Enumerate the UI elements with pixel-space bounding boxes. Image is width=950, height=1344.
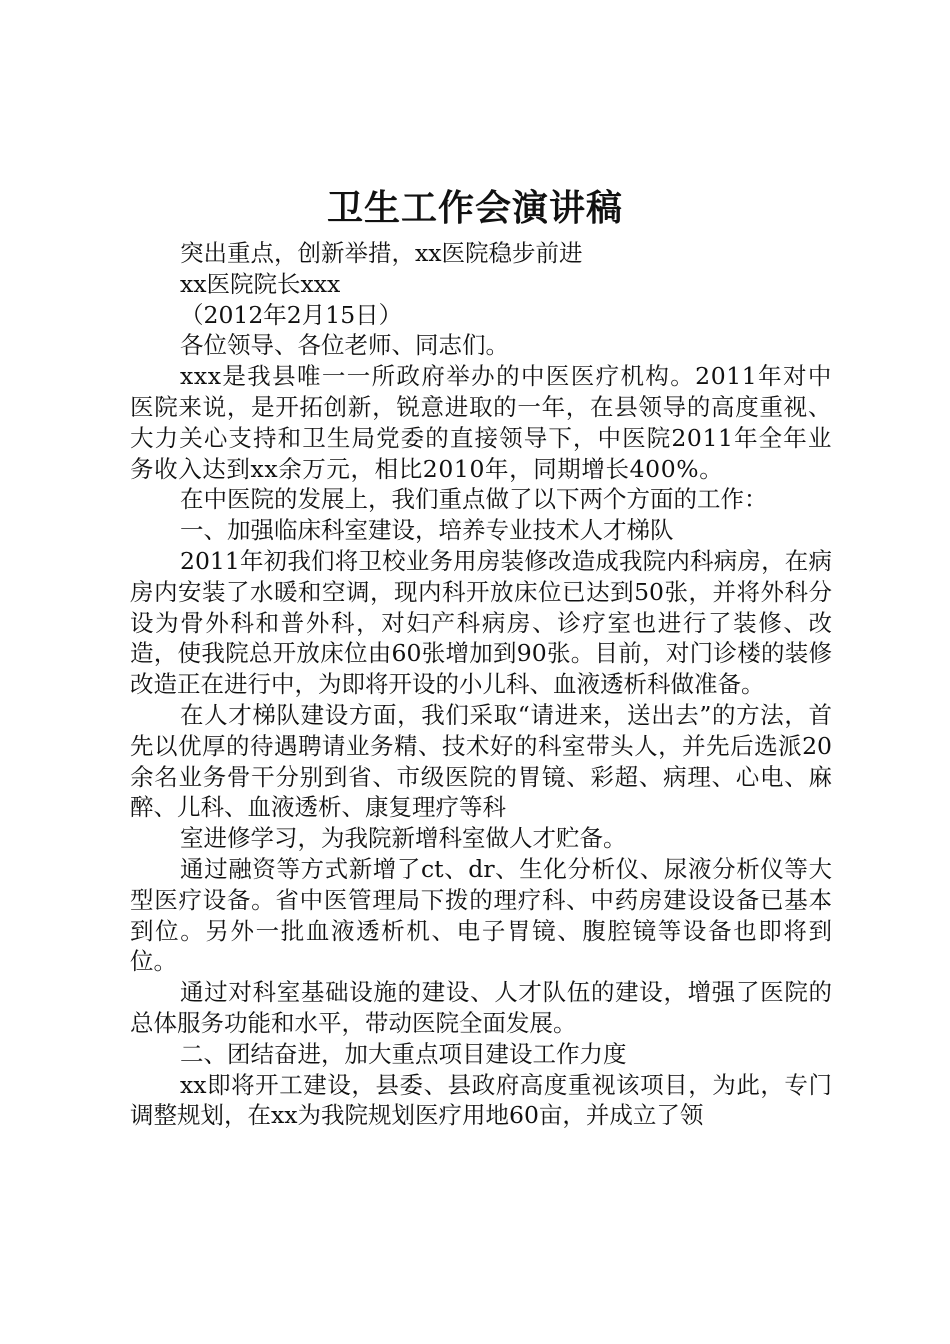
body-paragraph: xx即将开工建设，县委、县政府高度重视该项目，为此，专门调整规划，在xx为我院规划医疗用地60亩，并成立了领: [130, 1070, 832, 1130]
document-title: 卫生工作会演讲稿: [326, 187, 623, 229]
section-heading: 二、团结奋进，加大重点项目建设工作力度: [180, 1039, 627, 1068]
document-body: [130, 238, 832, 1131]
body-paragraph: 2011年初我们将卫校业务用房装修改造成我院内科病房，在病房内安装了水暖和空调，现内科开放床位已达到50张，并将外科分设为骨外科和普外科，对妇产科病房、诊疗室也进行了装修、改造，使我院总开放床位由60张增加到90张。目前，对门诊楼的装修改造正在进行中，为即将开设的小儿科、血液透析科做准备。: [130, 546, 832, 699]
body-paragraph: 通过融资等方式新增了ct、dr、生化分析仪、尿液分析仪等大型医疗设备。省中医管理局下拨的理疗科、中药房建设设备已基本到位。另外一批血液透析机、电子胃镜、腹腔镜等设备也即将到位。: [130, 854, 832, 976]
body-paragraph: 在人才梯队建设方面，我们采取“请进来，送出去”的方法，首先以优厚的待遇聘请业务精、技术好的科室带头人，并先后选派20余名业务骨干分别到省、市级医院的胃镜、彩超、病理、心电、麻醉、儿科、血液透析、康复理疗等科: [130, 700, 832, 822]
section-heading: 一、加强临床科室建设，培养专业技术人才梯队: [180, 516, 674, 545]
salutation: 各位领导、各位老师、同志们。: [180, 331, 509, 360]
body-paragraph: 通过对科室基础设施的建设、人才队伍的建设，增强了医院的总体服务功能和水平，带动医院全面发展。: [130, 978, 832, 1037]
body-paragraph: 在中医院的发展上，我们重点做了以下两个方面的工作：: [180, 485, 768, 514]
body-paragraph: xxx是我县唯一一所政府举办的中医医疗机构。2011年对中医院来说，是开拓创新，锐意进取的一年，在县领导的高度重视、大力关心支持和卫生局党委的直接领导下，中医院2011年全年业务收入达到xx余万元，相比2010年，同期增长400%。: [130, 362, 832, 483]
speech-subtitle: 突出重点，创新举措，xx医院稳步前进: [180, 239, 583, 267]
speaker-line: xx医院院长xxx: [180, 269, 341, 298]
body-paragraph: 室进修学习，为我院新增科室做人才贮备。: [180, 824, 627, 853]
speech-date: （2012年2月15日）: [180, 300, 403, 329]
